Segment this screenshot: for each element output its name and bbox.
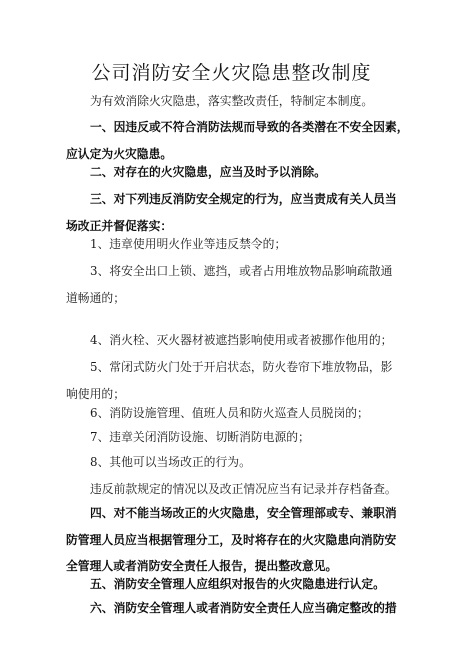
record-paragraph: 违反前款规定的情况以及改正情况应当有记录并存档备查。: [90, 482, 397, 496]
section-4-line-3: 全管理人或者消防安全责任人报告，提出整改意见。: [66, 559, 338, 573]
list-item-1: 1、违章使用明火作业等违反禁令的；: [90, 237, 287, 251]
list-item-3-line-1: 3、将安全出口上锁、遮挡，或者占用堆放物品影响疏散通: [90, 264, 393, 278]
list-item-5-line-1: 5、常闭式防火门处于开启状态，防火卷帘下堆放物品，影: [90, 360, 393, 374]
section-4: [66, 500, 402, 580]
list-item-8: 8、其他可以当场改正的行为。: [90, 455, 251, 469]
intro-paragraph: 为有效消除火灾隐患，落实整改责任，特制定本制度。: [90, 94, 374, 108]
section-4-line-1: 四、对不能当场改正的火灾隐患，安全管理部或专、兼职消: [90, 506, 397, 520]
section-5: 五、消防安全管理人应组织对报告的火灾隐患进行认定。: [90, 577, 385, 591]
list-item-5-line-2: 响使用的；: [66, 386, 125, 401]
section-6: 六、消防安全管理人或者消防安全责任人应当确定整改的措: [90, 601, 397, 615]
list-item-6: 6、消防设施管理、值班人员和防火巡查人员脱岗的；: [90, 406, 369, 420]
section-3-line-1: 三、对下列违反消防安全规定的行为，应当责成有关人员当: [90, 192, 397, 206]
section-4-line-2: 防管理人员应当根据管理分工，及时将存在的火灾隐患向消防安: [66, 532, 397, 547]
document-title: 公司消防安全火灾隐患整改制度: [91, 62, 372, 84]
section-2: 二、对存在的火灾隐患，应当及时予以消除。: [90, 165, 326, 179]
list-item-3: [66, 258, 402, 311]
section-3-line-2: 场改正并督促落实：: [66, 218, 173, 233]
list-item-3-line-2: 道畅通的；: [66, 290, 125, 305]
list-item-4: 4、消火栓、灭火器材被遮挡影响使用或者被挪作他用的；: [90, 333, 393, 347]
list-item-7: 7、违章关闭消防设施、切断消防电源的；: [90, 430, 310, 444]
section-1-line-2: 应认定为火灾隐患。: [66, 146, 173, 161]
section-1-line-1: 一、因违反或不符合消防法规而导致的各类潜在不安全因素，: [90, 120, 409, 134]
